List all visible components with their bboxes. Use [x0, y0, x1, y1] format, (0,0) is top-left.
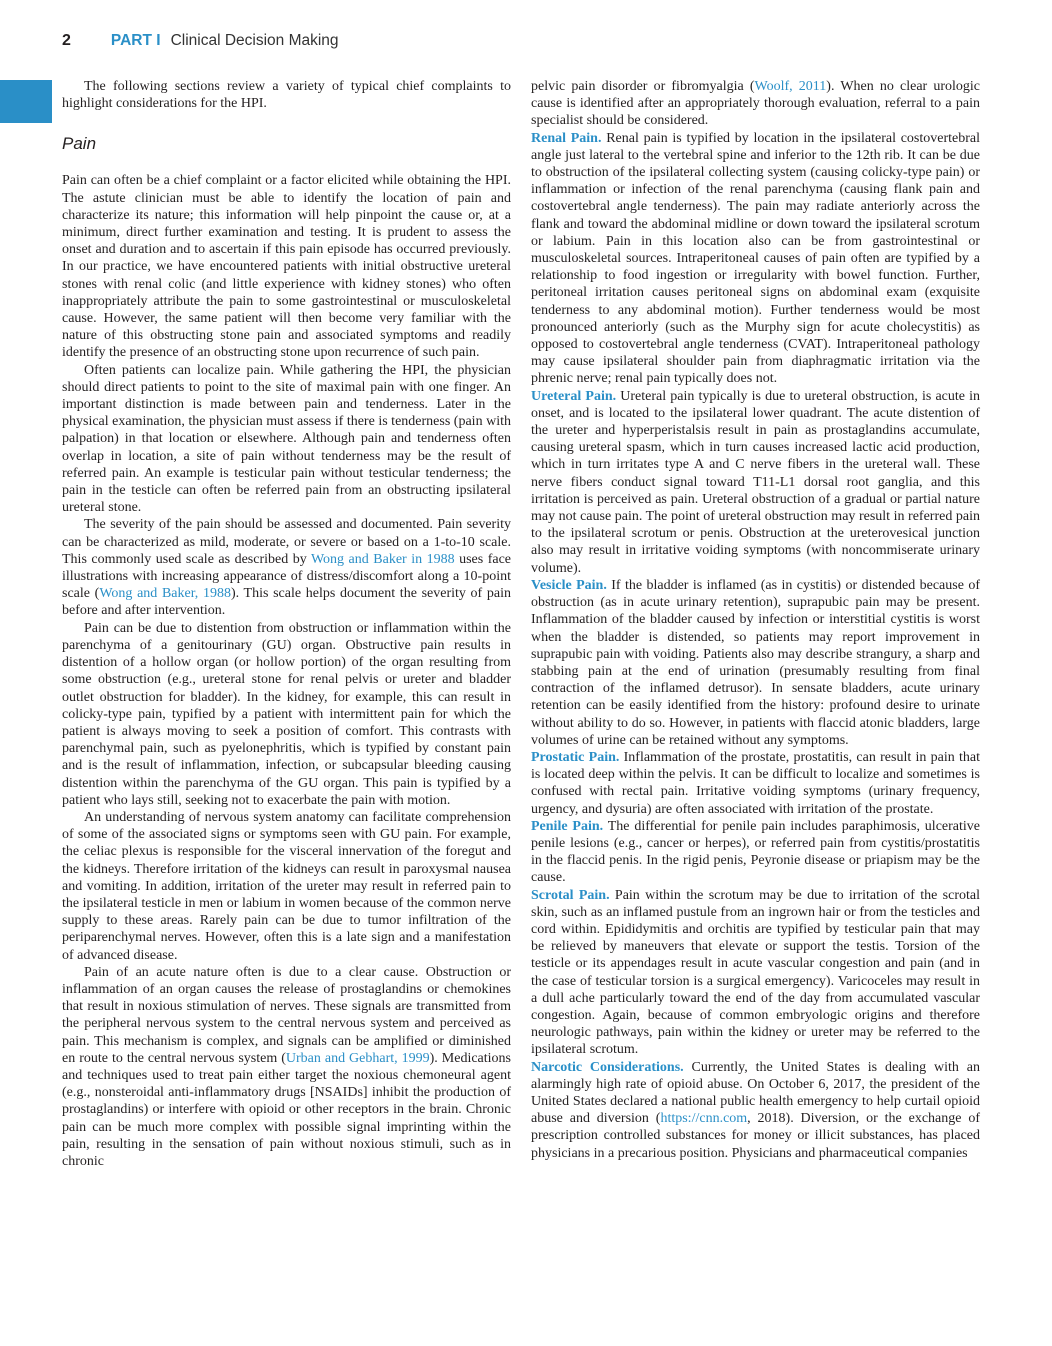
url-link[interactable]: https://cnn.com	[660, 1111, 748, 1127]
run-in-heading: Vesicle Pain.	[531, 577, 607, 593]
text-run: Currently, the United States is dealing with an alarmingly high rate of opioid abuse. On October 6, 2017, the president of the United States declared a national public health emergency to help curtail opioid abuse and diversion (	[531, 1059, 980, 1127]
paragraph-penile-pain	[531, 818, 980, 887]
text-run: If the bladder is inflamed (as in cystitis) or distended because of obstruction (as in acute urinary retention), suprapubic pain may be present. Inflammation of the bladder caused by infection or interstitial cystitis is worst when the bladder is distended, so patients may report improvement in suprapubic pain with voiding. Patients also may describe strangury, a sharp and stabbing pain at the end of urination (presumably resulting from final contraction of the inflamed detrusor). In sensate bladders, acute urinary retention can be easily identified from the history: profound desire to urinate without ability to do so. However, in patients with flaccid atonic bladders, large volumes of urine can be retained without any symptoms.	[531, 577, 980, 748]
running-header	[62, 32, 339, 50]
text-run: pelvic pain disorder or fibromyalgia (	[531, 79, 755, 94]
section-heading-pain: Pain	[62, 134, 97, 154]
text-run: Ureteral pain typically is due to ureteral obstruction, is acute in onset, and is located to the ipsilateral lower quadrant. The acute distention of the ureter and hyperperistalsis result in pain as prostaglandins accumulate, causing ureteral spasm, which in turn causes increased lactic acid production, which in turn irritates type A and C nerve fibers in the ureteral wall. These nerve fibers conduct signal toward T11-L1 dorsal root ganglia, and this irritation is perceived as pain. Ureteral obstruction of a gradual or partial nature may not cause pain. The point of ureteral obstruction may result in referred pain to the ipsilateral scrotum or penis. Obstruction at the ureterovesical junction also may result in irritative voiding symptoms (with noncommiserate urinary volume).	[531, 388, 980, 576]
citation-link[interactable]: Wong and Baker, 1988	[99, 586, 231, 602]
text-run: ). When no clear urologic cause is identified after an appropriately thorough evaluation, referral to a pain specialist should be considered.	[531, 79, 981, 129]
paragraph: Pain can often be a chief complaint or a factor elicited while obtaining the HPI. The astute clinician must be able to identify the location of pain and characterize its nature; this information will help pinpoint the cause or, at a minimum, direct further examination and testing. It is prudent to assess the onset and duration and to ascertain if this pain episode has occurred previously. In our practice, we have encountered patients with initial obstructive ureteral stones with renal colic (and little experience with kidney stones) who often inappropriately attribute the pain to some gastrointestinal or musculoskeletal cause. However, the same patient will then become very familiar with the nature of this obstructing stone pain and associated symptoms and readily identify the presence of an obstructing stone upon recurrence of such pain.	[62, 173, 511, 361]
text-run: Renal pain is typified by location in the ipsilateral costovertebral angle just lateral to the vertebral spine and inferior to the 12th rib. It can be due to obstruction of the ipsilateral collecting system (causing colicky-type pain) or inflammation or infection of the renal parenchyma (causing flank pain and costovertebral angle tenderness). The pain may radiate anteriorly across the flank and toward the abdominal midline or down toward the ipsilateral scrotum or labium. Pain in this location also can be from gastrointestinal or musculoskeletal sources. Intraperitoneal causes of pain often are typified by a relationship to food ingestion or irregularity with bowel function. Further, peritoneal irritation causes peritoneal signs on abdominal exam (exquisite tenderness to any abdominal motion). Further tenderness would be most pronounced anteriorly (such as the Murphy sign for acute cholecystitis) as opposed to costovertebral angle tenderness (CVAT). Intraperitoneal pathology may cause ipsilateral shoulder pain from diaphragmatic irritation via the phrenic nerve; renal pain typically does not.	[531, 130, 980, 387]
citation-link[interactable]: Urban and Gebhart, 1999	[285, 1050, 430, 1066]
chapter-title: Clinical Decision Making	[170, 32, 339, 49]
run-in-heading: Penile Pain.	[531, 818, 604, 834]
paragraph-renal-pain	[531, 130, 980, 388]
text-run: ). This scale helps document the severity of pain before and after intervention.	[62, 586, 511, 619]
text-run: Pain within the scrotum may be due to irritation of the scrotal skin, such as an inflamed pustule from an ingrown hair or from the testicles and cord within. Epididymitis and orchitis are typified by testicular pain that may be relieved by maneuvers that elevate or support the testis. Torsion of the testicle or its appendages result in acute vascular congestion and pain (and in the case of testicular torsion is a surgical emergency). Varicoceles may result in a dull ache particularly toward the end of the day from accumulated vascular congestion. Again, because of common embryologic origins and therefore neurologic pathways, pain within the kidney or ureter may be referred to the ipsilateral scrotum.	[531, 887, 980, 1058]
section-tab-marker	[0, 80, 52, 123]
run-in-heading: Prostatic Pain.	[531, 749, 620, 765]
text-run: , 2018). Diversion, or the exchange of prescription controlled substances for money or illicit substances, has placed physicians in a precarious position. Physicians and pharmaceutical companies	[531, 1111, 980, 1161]
run-in-heading: Ureteral Pain.	[531, 388, 617, 404]
paragraph-ureteral-pain	[531, 388, 980, 577]
paragraph-prostatic-pain	[531, 749, 980, 818]
paragraph-vesicle-pain	[531, 577, 980, 749]
paragraph	[62, 964, 511, 1170]
paragraph	[62, 516, 511, 619]
text-run: The differential for penile pain includes paraphimosis, ulcerative penile lesions (e.g., cancer or herpes), or referred pain from cystitis/prostatitis in the flaccid penis. In the rigid penis, Peyronie disease or priapism may be the cause.	[531, 818, 980, 886]
run-in-heading: Renal Pain.	[531, 130, 602, 146]
paragraph-narcotic-considerations	[531, 1059, 980, 1162]
text-run: ). Medications and techniques used to treat pain either target the noxious chemoneural agent (e.g., nonsteroidal anti-inflammatory drugs [NSAIDs] inhibit the production of prostaglandins) or interfere with opioid or other receptors in the brain. Chronic pain can be much more complex with possible signal imprinting within the pain, resulting in the sensation of pain without noxious stimuli, such as in chronic	[62, 1050, 511, 1169]
paragraph: An understanding of nervous system anatomy can facilitate comprehension of some of the associated signs or symptoms seen with GU pain. For example, the celiac plexus is responsible for the visceral innervation of the foregut and the kidneys. Therefore irritation of the kidneys can result in paroxysmal nausea and vomiting. In addition, irritation of the ureter may result in referred pain to the ipsilateral testicle in men or labium in women because of the common nerve supply to these areas. Rarely pain can be due to tumor infiltration of the periparenchymal nerves. However, often this is a late sign and a manifestation of advanced disease.	[62, 809, 511, 963]
paragraph: Pain can be due to distention from obstruction or inflammation within the parenchyma of a genitourinary (GU) organ. Obstructive pain results in distention of a hollow organ (or hollow portion) of the organ resulting from some obstruction (e.g., ureteral stone for renal pelvis or ureter and bladder outlet obstruction for bladder). In the kidney, for example, this can result in colicky-type pain, typified by a patient with intermittent pain for which the patient is always moving to seek a position of comfort. This contrasts with parenchymal pain, such as pyelonephritis, which is typified by constant pain and is the result of inflammation, infection, or subcapsular bleeding causing distention within the parenchyma of the GU organ. This pain is typified by a patient who lays still, seeking not to exacerbate the pain with motion.	[62, 620, 511, 808]
citation-link[interactable]: Wong and Baker in 1988	[310, 551, 455, 567]
paragraph	[531, 78, 980, 130]
right-column	[531, 78, 980, 1162]
text-run: The severity of the pain should be assessed and documented. Pain severity can be characterized as mild, moderate, or severe or based on a 1-to-10 scale. This commonly used scale as described by	[62, 517, 511, 567]
paragraph-scrotal-pain	[531, 887, 980, 1059]
left-column	[62, 78, 511, 1170]
part-label: PART I	[110, 32, 161, 49]
intro-paragraph: The following sections review a variety of typical chief complaints to highlight considerations for the HPI.	[62, 79, 511, 112]
text-run: Pain of an acute nature often is due to a clear cause. Obstruction or inflammation of an organ causes the release of prostaglandins or chemokines that result in noxious stimulation of nerves. These signals are transmitted from the peripheral nervous system to the central nervous system and perceived as pain. This mechanism is complex, and signals can be amplified or diminished en route to the central nervous system (	[62, 964, 511, 1066]
page-number: 2	[62, 32, 71, 49]
text-run: Inflammation of the prostate, prostatitis, can result in pain that is located deep within the pelvis. It can be difficult to localize and sometimes is confused with rectal pain. Irritative voiding symptoms (urinary frequency, urgency, and dysuria) are often associated with irritation of the prostate.	[531, 749, 980, 817]
paragraph: Often patients can localize pain. While gathering the HPI, the physician should direct patients to point to the site of maximal pain with one finger. An important distinction is made between pain and tenderness. Later in the physical examination, the physician must assess if there is tenderness (pain with palpation) in that location or elsewhere. Although pain and tenderness often overlap in location, a site of pain without tenderness may be the result of referred pain. An example is testicular pain without testicular tenderness; the pain in the testicle can often be referred pain from an obstructing ipsilateral ureteral stone.	[62, 362, 511, 516]
run-in-heading: Scrotal Pain.	[531, 887, 610, 903]
text-run: uses face illustrations with increasing appearance of distress/discomfort along a 10-point scale (	[62, 551, 512, 602]
citation-link[interactable]: Woolf, 2011	[754, 79, 827, 94]
run-in-heading: Narcotic Considerations.	[531, 1059, 684, 1075]
